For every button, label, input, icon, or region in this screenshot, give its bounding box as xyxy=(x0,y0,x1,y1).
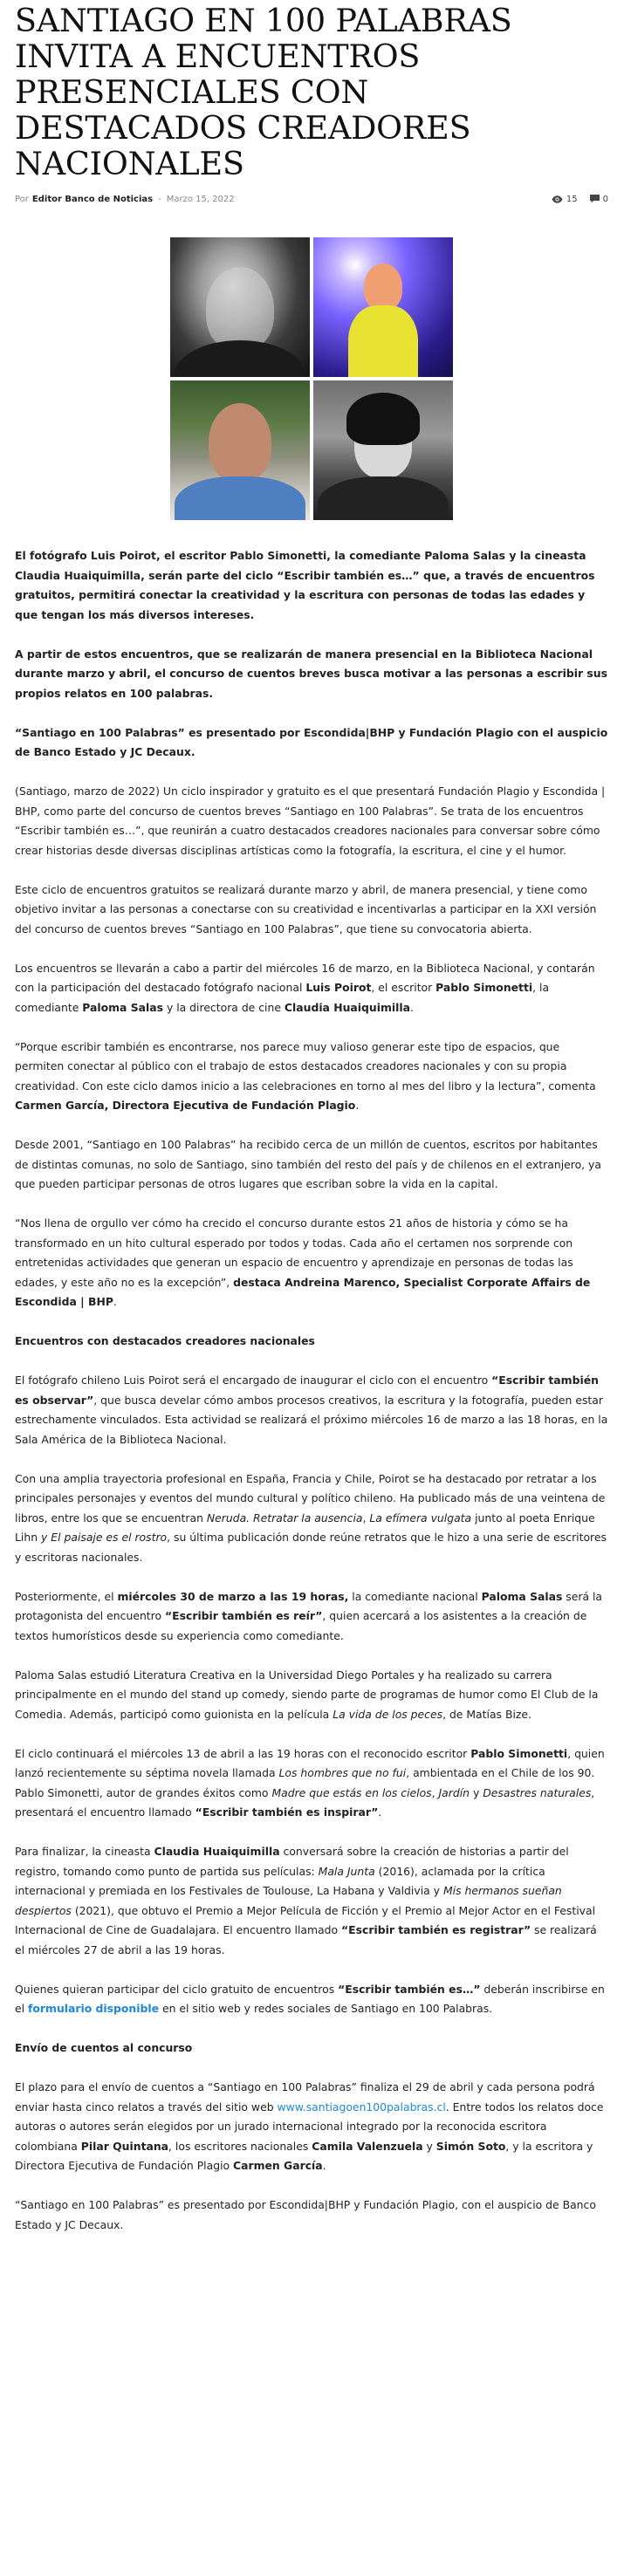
title-line: SANTIAGO EN 100 PALABRAS xyxy=(15,2,512,39)
title-line: INVITA A ENCUENTROS xyxy=(15,38,421,75)
paragraph: Con una amplia trayectoria profesional en España, Francia y Chile, Poirot se ha destacado por retratar a los principales personajes y eventos del mundo cultural y político chileno. Ha publicado más de una veintena de libros, entre los que se encuentran Neruda. Retratar la ausencia, La efímera vulgata junto al poeta Enrique Lihn y El paisaje es el rostro, su última publicación donde reúne retratos que le hizo a una serie de escritores y escritoras nacionales. xyxy=(15,1471,607,1564)
author-link[interactable]: Editor Banco de Noticias xyxy=(31,194,154,204)
portrait-photo xyxy=(313,380,453,520)
portrait-photo xyxy=(170,380,310,520)
comments-value: 0 xyxy=(602,194,608,204)
paragraph: El fotógrafo Luis Poirot, el escritor Pablo Simonetti, la comediante Paloma Salas y la cineasta Claudia Huaiquimilla, serán parte del ciclo “Escribir también es…” que, a través de encuentros gratuitos, permitirá conectar la creatividad y la escritura con personas de todas las edades y que tengan los más diversos intereses. xyxy=(15,549,595,621)
paragraph: Posteriormente, el miércoles 30 de marzo a las 19 horas, la comediante nacional Paloma Salas será la protagonista del encuentro “Escribir también es reír”, quien acercará a los asistentes a la creación de textos humorísticos desde su experiencia como comediante. xyxy=(15,1589,603,1642)
eye-icon xyxy=(552,195,563,203)
title-line: PRESENCIALES CON xyxy=(15,73,369,111)
paragraph: Este ciclo de encuentros gratuitos se realizará durante marzo y abril, de manera presencial, y tiene como objetivo invitar a las personas a conectarse con su creatividad e incentivarlas a participar en la XXI versión del concurso de cuentos breves “Santiago en 100 Palabras”, que tiene su convocatoria abierta. xyxy=(15,882,597,935)
website-link[interactable]: www.santiagoen100palabras.cl xyxy=(277,2100,446,2114)
paragraph: El plazo para el envío de cuentos a “Santiago en 100 Palabras” finaliza el 29 de abril y cada persona podrá enviar hasta cinco relatos a través del sitio web www.santiagoen100palabras.cl. Entre todos los relatos doce autoras o autores serán elegidos por un jurado internacional integrado por la reconocida escritora colombiana Pilar Quintana, los escritores nacionales Camila Valenzuela y Simón Soto, y la escritora y Directora Ejecutiva de Fundación Plagio Carmen García. xyxy=(15,2080,604,2172)
portrait-photo xyxy=(313,237,453,377)
paragraph: Para finalizar, la cineasta Claudia Huaiquimilla conversará sobre la creación de historias a partir del registro, tomando como punto de partida sus películas: Mala Junta (2016), aclamada por la crítica internacional y premiada en los Festivales de Toulouse, La Habana y Valdivia y Mis hermanos sueñan despiertos (2021), que obtuvo el Premio a Mejor Película de Ficción y el Premio al Mejor Actor en el Festival Internacional de Cine de Guadalajara. El encuentro llamado “Escribir también es registrar” se realizará el miércoles 27 de abril a las 19 horas. xyxy=(15,1845,597,1956)
paragraph: El ciclo continuará el miércoles 13 de abril a las 19 horas con el reconocido escritor Pablo Simonetti, quien lanzó recientemente su séptima novela llamada Los hombres que no fui, ambientada en el Chile de los 90. Pablo Simonetti, autor de grandes éxitos como Madre que estás en los cielos, Jardín y Desastres naturales, presentará el encuentro llamado “Escribir también es inspirar”. xyxy=(15,1746,605,1819)
paragraph: Quienes quieran participar del ciclo gratuito de encuentros “Escribir también es…” deberán inscribirse en el formulario disponible en el sitio web y redes sociales de Santiago en 100 Palabras. xyxy=(15,1982,605,2015)
paragraph: A partir de estos encuentros, que se realizarán de manera presencial en la Biblioteca Nacional durante marzo y abril, el concurso de cuentos breves busca motivar a las personas a escribir sus propios relatos en 100 palabras. xyxy=(15,647,607,700)
paragraph: El fotógrafo chileno Luis Poirot será el encargado de inaugurar el ciclo con el encuentro “Escribir también es observar”, que busca develar cómo ambos procesos creativos, la escritura y la fotografía, pueden estar estrechamente vinculados. Esta actividad se realizará el próximo miércoles 16 de marzo a las 18 horas, en la Sala América de la Biblioteca Nacional. xyxy=(15,1374,608,1446)
publish-date: Marzo 15, 2022 xyxy=(166,194,235,204)
section-heading: Encuentros con destacados creadores nacionales xyxy=(15,1334,315,1347)
registration-form-link[interactable]: formulario disponible xyxy=(28,2002,160,2015)
paragraph: “Santiago en 100 Palabras” es presentado por Escondida|BHP y Fundación Plagio, con el auspicio de Banco Estado y JC Decaux. xyxy=(15,2198,596,2231)
comments-count[interactable] xyxy=(590,195,608,204)
comment-icon xyxy=(590,195,600,203)
article-container xyxy=(0,3,624,2235)
paragraph: (Santiago, marzo de 2022) Un ciclo inspirador y gratuito es el que presentará Fundación Plagio y Escondida | BHP, como parte del concurso de cuentos breves “Santiago en 100 Palabras”. Se trata de los encuentros “Escribir también es…”, que reunirán a cuatro destacados creadores nacionales para conversar sobre cómo crear historias desde diversas disciplinas artísticas como la fotografía, la escritura, el cine y el humor. xyxy=(15,784,606,857)
by-label: Por xyxy=(15,194,29,204)
title-line: DESTACADOS CREADORES xyxy=(15,109,471,147)
views-count xyxy=(552,195,578,204)
paragraph: Paloma Salas estudió Literatura Creativa en la Universidad Diego Portales y ha realizado su carrera principalmente en el mundo del stand up comedy, siendo parte de programas de humor como El Club de la Comedia. Además, participó como guionista en la película La vida de los peces, de Matías Bize. xyxy=(15,1668,599,1721)
meta-separator: - xyxy=(158,194,161,204)
views-value: 15 xyxy=(566,194,578,204)
paragraph: Desde 2001, “Santiago en 100 Palabras” ha recibido cerca de un millón de cuentos, escritos por habitantes de distintas comunas, no solo de Santiago, sino también del resto del país y de chilenos en el extranjero, ya que pueden participar personas de otros lugares que escriban sobre la vida en la capital. xyxy=(15,1138,601,1190)
paragraph: Los encuentros se llevarán a cabo a partir del miércoles 16 de marzo, en la Biblioteca Nacional, y contarán con la participación del destacado fotógrafo nacional Luis Poirot, el escritor Pablo Simonetti, la comediante Paloma Salas y la directora de cine Claudia Huaiquimilla. xyxy=(15,961,595,1014)
title-line: NACIONALES xyxy=(15,145,244,182)
section-heading: Envío de cuentos al concurso xyxy=(15,2041,193,2054)
article-meta xyxy=(15,193,608,205)
paragraph: “Porque escribir también es encontrarse, nos parece muy valioso generar este tipo de espacios, que permiten conectar al público con el trabajo de estos destacados creadores nacionales y con su propia creatividad. Con este ciclo damos inicio a las celebraciones en torno al mes del libro y la lectura”, comenta Carmen García, Directora Ejecutiva de Fundación Plagio. xyxy=(15,1039,596,1112)
paragraph: “Nos llena de orgullo ver cómo ha crecido el concurso durante estos 21 años de historia y cómo se ha transformado en un hito cultural esperado por todos y todas. Cada año el certamen nos sorprende con entretenidas actividades que generan un espacio de encuentro y aprendizaje en personas de todas las edades, y este año no es la excepción”, destaca Andreina Marenco, Specialist Corporate Affairs de Escondida | BHP. xyxy=(15,1216,591,1308)
article-body xyxy=(15,546,608,2235)
paragraph: “Santiago en 100 Palabras” es presentado por Escondida|BHP y Fundación Plagio con el auspicio de Banco Estado y JC Decaux. xyxy=(15,725,608,758)
article-title xyxy=(15,3,608,182)
portrait-photo xyxy=(170,237,310,377)
featured-image-collage xyxy=(170,237,453,520)
